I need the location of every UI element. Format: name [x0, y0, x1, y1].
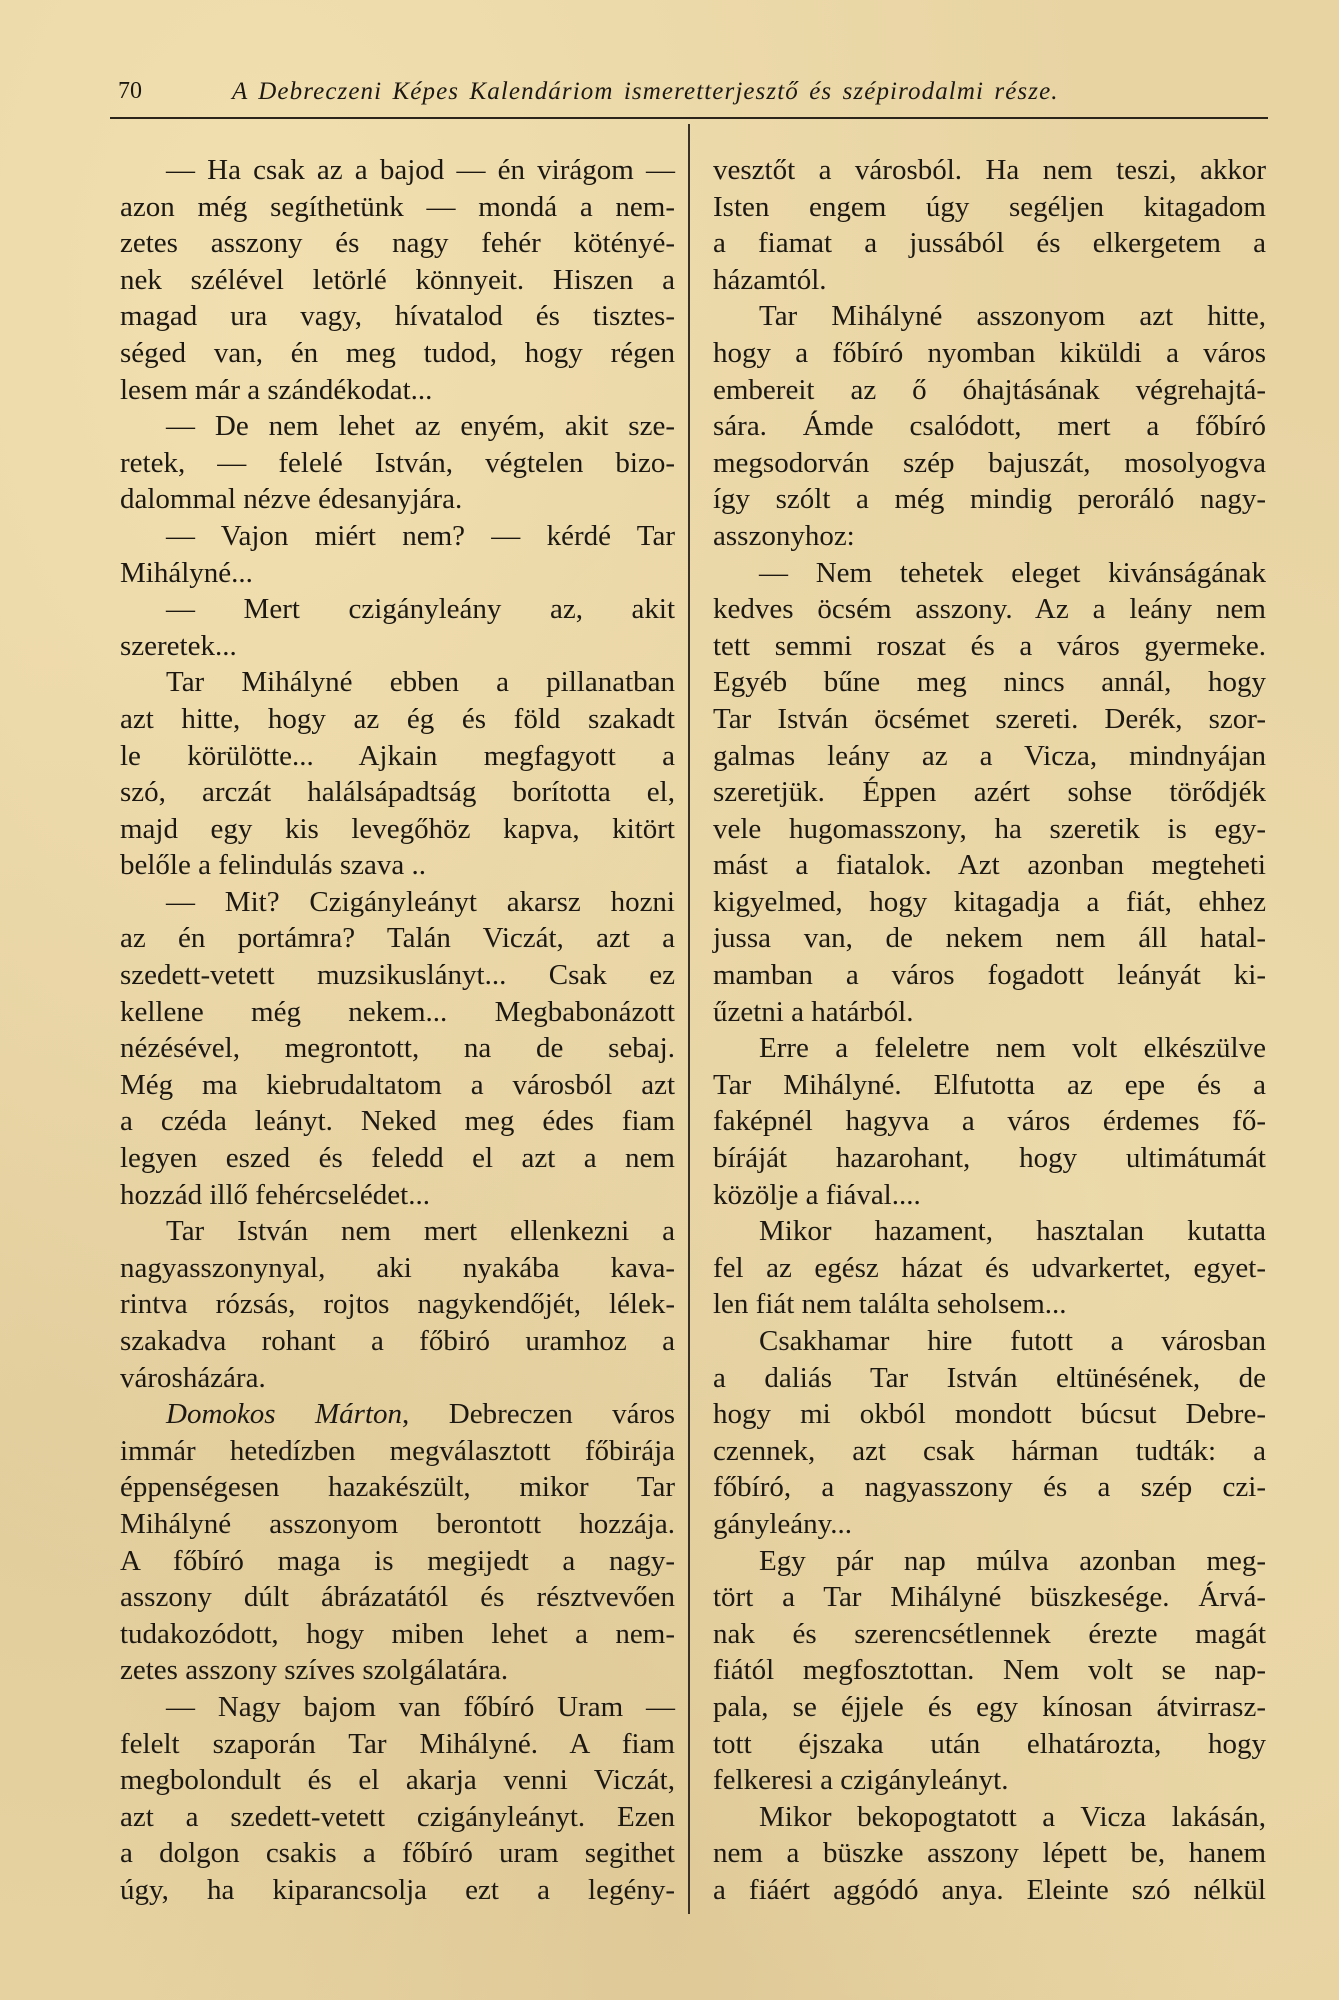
text-line: Mikor bekopogtatott a Vicza lakásán,	[759, 1800, 1266, 1833]
text-line: tudakozódott, hogy miben lehet a nem-	[120, 1617, 675, 1650]
text-line: felkeresi a czigányleányt.	[713, 1764, 1009, 1797]
text-line: Még ma kiebrudaltatom a városból azt	[120, 1068, 675, 1101]
running-title: A Debreczeni Képes Kalendáriom ismeretterjesztő és szépirodalmi része.	[232, 78, 1059, 105]
text-line: főbíró, a nagyasszony és a szép czi-	[713, 1471, 1266, 1504]
text-line: gányleány...	[713, 1507, 853, 1540]
text-line: Isten engem úgy segéljen kitagadom	[713, 190, 1266, 223]
text-line: — Mit? Czigányleányt akarsz hozni	[166, 885, 675, 918]
text-line: éppenségesen hazakészült, mikor Tar	[120, 1471, 675, 1504]
text-line: azt a szedett-vetett czigányleányt. Ezen	[120, 1800, 675, 1833]
text-line: Mihályné asszonyom berontott hozzája.	[120, 1507, 675, 1540]
text-line: mást a fiatalok. Azt azonban megteheti	[713, 849, 1266, 882]
text-line: retek, — felelé István, végtelen bizo-	[120, 446, 675, 479]
line-text: , Debreczen város	[402, 1398, 676, 1431]
paragraph	[120, 884, 675, 1213]
paragraph	[120, 664, 675, 884]
text-line: czennek, azt csak hárman tudták: a	[713, 1434, 1266, 1467]
text-line: Tar Mihályné asszonyom azt hitte,	[759, 300, 1266, 333]
text-line: úgy, ha kiparancsolja ezt a legény-	[120, 1873, 675, 1906]
text-line: kellene még nekem... Megbabonázott	[120, 995, 675, 1028]
text-line: bíráját hazarohant, hogy ultimátumát	[713, 1142, 1266, 1175]
paragraph	[713, 555, 1266, 1031]
text-line: Tar Mihályné ebben a pillanatban	[166, 666, 675, 699]
text-line: — Nem tehetek eleget kivánságának	[759, 556, 1266, 589]
page-header	[118, 72, 1268, 108]
text-line: szedett-vetett muzsikuslányt... Csak ez	[120, 959, 675, 992]
text-line: űzetni a határból.	[713, 995, 914, 1028]
text-line: Erre a feleletre nem volt elkészülve	[759, 1032, 1266, 1065]
text-line: jussa van, de nekem nem áll hatal-	[713, 922, 1266, 955]
column-divider	[688, 124, 690, 1914]
paragraph	[120, 591, 675, 664]
text-line: Tar István öcsémet szereti. Derék, szor-	[713, 702, 1266, 735]
text-line	[120, 1396, 675, 1433]
text-line: az én portámra? Talán Viczát, azt a	[120, 922, 675, 955]
text-line: tört a Tar Mihályné büszkesége. Árvá-	[713, 1581, 1266, 1614]
paragraph	[120, 1396, 675, 1689]
text-line: kedves öcsém asszony. Az a leány nem	[713, 593, 1266, 626]
text-line: belőle a felindulás szava ..	[120, 849, 426, 882]
text-line: vesztőt a városból. Ha nem teszi, akkor	[713, 154, 1266, 186]
text-line: pala, se éjjele és egy kínosan átvirrasz-	[713, 1690, 1266, 1723]
paragraph	[713, 1543, 1266, 1799]
text-line: Mikor hazament, hasztalan kutatta	[759, 1215, 1266, 1248]
paragraph	[713, 1030, 1266, 1213]
paragraph	[713, 298, 1266, 554]
text-line: közölje a fiával....	[713, 1178, 921, 1211]
text-line: a dolgon csakis a főbíró uram segithet	[120, 1837, 675, 1870]
text-line: asszonyhoz:	[713, 519, 855, 552]
text-line: szó, arczát halálsápadtság borította el,	[120, 776, 675, 809]
paragraph	[120, 408, 675, 518]
text-line: mamban a város fogadott leányát ki-	[713, 959, 1266, 992]
text-line: felelt szaporán Tar Mihályné. A fiam	[120, 1727, 675, 1760]
text-line: Egyéb bűne meg nincs annál, hogy	[713, 666, 1266, 699]
text-line: megbolondult és el akarja venni Viczát,	[120, 1764, 675, 1797]
text-line: len fiát nem találta seholsem...	[713, 1288, 1067, 1321]
text-line: magad ura vagy, hívatalod és tisztes-	[120, 300, 675, 333]
text-line: Egy pár nap múlva azonban meg-	[759, 1544, 1266, 1577]
text-line: A főbíró maga is megijedt a nagy-	[120, 1544, 675, 1577]
text-line: Tar István nem mert ellenkezni a	[166, 1215, 675, 1248]
text-line: tett semmi roszat és a város gyermeke.	[713, 629, 1266, 662]
text-line: — Ha csak az a bajod — én virágom —	[166, 154, 675, 186]
text-line: majd egy kis levegőhöz kapva, kitört	[120, 812, 675, 845]
text-line: nem a büszke asszony lépett be, hanem	[713, 1837, 1266, 1870]
text-line: — Mert czigányleány az, akit	[166, 593, 675, 626]
text-line: séged van, én meg tudod, hogy régen	[120, 336, 675, 369]
paragraph	[713, 1213, 1266, 1323]
text-line: házamtól.	[713, 263, 827, 296]
text-line: a fiamat a jussából és elkergetem a	[713, 227, 1266, 260]
paragraph	[713, 1799, 1266, 1909]
paragraph	[713, 1323, 1266, 1543]
text-line: nek szélével letörlé könnyeit. Hiszen a	[120, 263, 675, 296]
text-line: Csakhamar hire futott a városban	[759, 1325, 1266, 1357]
text-line: galmas leány az a Vicza, mindnyájan	[713, 739, 1266, 772]
text-line: a daliás Tar István eltünésének, de	[713, 1361, 1266, 1394]
text-line: nézésével, megrontott, na de sebaj.	[120, 1032, 675, 1065]
text-line: azon még segíthetünk — mondá a nem-	[120, 190, 675, 223]
paragraph	[120, 1689, 675, 1909]
text-line: a fiáért aggódó anya. Eleinte szó nélkül	[713, 1873, 1266, 1906]
paragraph	[120, 518, 675, 591]
text-line: megsodorván szép bajuszát, mosolyogva	[713, 446, 1266, 479]
text-line: faképnél hagyva a város érdemes fő-	[713, 1105, 1266, 1138]
text-line: szeretjük. Éppen azért sohse törődjék	[713, 776, 1266, 809]
text-line: immár hetedízben megválasztott főbirája	[120, 1434, 675, 1467]
paragraph	[120, 152, 675, 408]
text-line: — Nagy bajom van főbíró Uram —	[166, 1690, 675, 1723]
text-line: vele hugomasszony, ha szeretik is egy-	[713, 812, 1266, 845]
header-rule	[110, 117, 1268, 119]
text-line: asszony dúlt ábrázatától és résztvevően	[120, 1581, 675, 1614]
text-line: le körülötte... Ajkain megfagyott a	[120, 739, 675, 772]
paragraph	[120, 1213, 675, 1396]
italic-name: Domokos Márton	[166, 1398, 403, 1431]
text-line: tott éjszaka után elhatározta, hogy	[713, 1727, 1266, 1760]
right-column	[713, 152, 1266, 1909]
text-line: fiától megfosztottan. Nem volt se nap-	[713, 1654, 1266, 1687]
text-line: kigyelmed, hogy kitagadja a fiát, ehhez	[713, 885, 1266, 918]
text-line: — Vajon miért nem? — kérdé Tar	[166, 519, 675, 552]
text-line: azt hitte, hogy az ég és föld szakadt	[120, 702, 675, 735]
text-line: Mihályné...	[120, 556, 253, 589]
text-line: Tar Mihályné. Elfutotta az epe és a	[713, 1068, 1266, 1101]
paragraph	[713, 152, 1266, 298]
text-line: lesem már a szándékodat...	[120, 373, 433, 406]
text-line: városházára.	[120, 1361, 266, 1394]
text-line: szeretek...	[120, 629, 237, 662]
text-line: legyen eszed és feledd el azt a nem	[120, 1142, 675, 1175]
text-line: szakadva rohant a főbiró uramhoz a	[120, 1325, 675, 1357]
text-line: fel az egész házat és udvarkertet, egyet-	[713, 1251, 1266, 1284]
text-line: a czéda leányt. Neked meg édes fiam	[120, 1105, 675, 1138]
text-line: dalommal nézve édesanyjára.	[120, 483, 463, 516]
text-line: zetes asszony és nagy fehér kötényé-	[120, 227, 675, 260]
text-line: rintva rózsás, rojtos nagykendőjét, lélek-	[120, 1288, 675, 1321]
text-line: így szólt a még mindig peroráló nagy-	[713, 483, 1266, 516]
page-number: 70	[118, 78, 142, 104]
text-line: hozzád illő fehércselédet...	[120, 1178, 430, 1211]
text-line: — De nem lehet az enyém, akit sze-	[166, 410, 675, 443]
text-line: sára. Ámde csalódott, mert a főbíró	[713, 410, 1266, 443]
left-column	[120, 152, 675, 1909]
text-line: nagyasszonynyal, aki nyakába kava-	[120, 1251, 675, 1284]
text-line: nak és szerencsétlennek érezte magát	[713, 1617, 1266, 1650]
text-line: zetes asszony szíves szolgálatára.	[120, 1654, 509, 1687]
text-line: hogy mi okból mondott búcsut Debre-	[713, 1398, 1266, 1431]
text-line: hogy a főbíró nyomban kiküldi a város	[713, 336, 1266, 369]
text-line: embereit az ő óhajtásának végrehajtá-	[713, 373, 1266, 406]
